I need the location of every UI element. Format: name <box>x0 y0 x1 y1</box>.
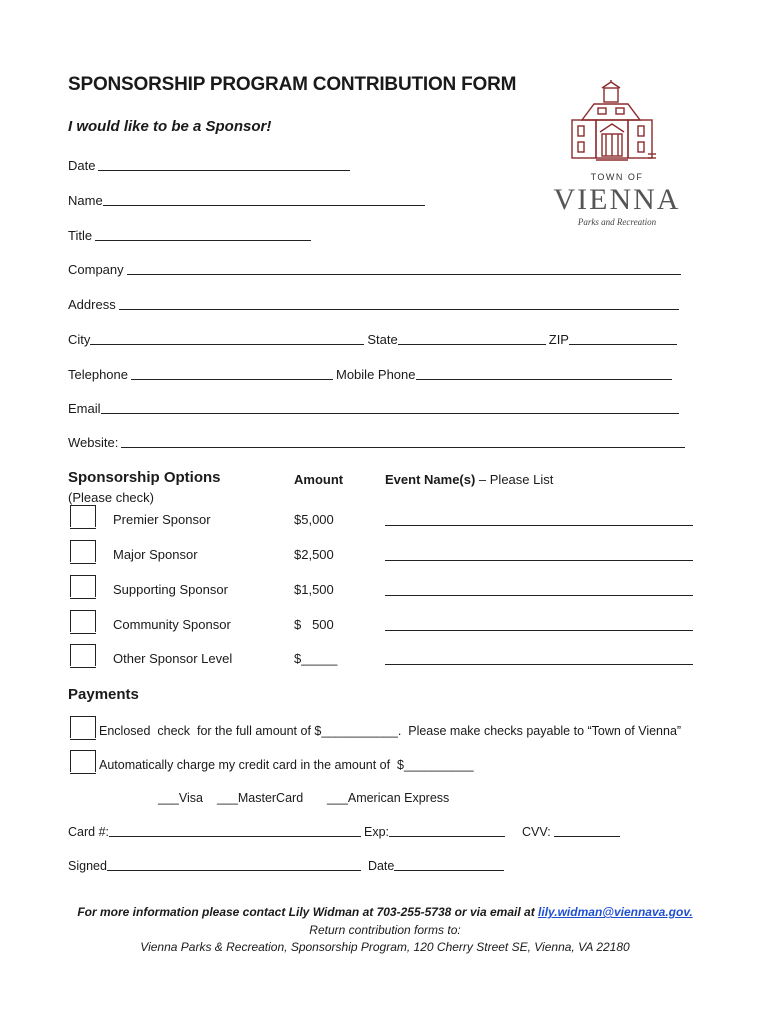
card-number-label: Card #: <box>68 825 109 839</box>
logo-name: VIENNA <box>553 183 681 216</box>
community-sponsor-amount: $ 500 <box>294 617 334 632</box>
other-event-field[interactable] <box>385 664 693 665</box>
date-field[interactable] <box>98 157 350 171</box>
name-label: Name <box>68 193 103 208</box>
phone-row <box>68 364 675 382</box>
email-label: Email <box>68 401 101 416</box>
supporting-sponsor-amount: $1,500 <box>294 582 334 597</box>
signed-row <box>68 855 507 873</box>
exp-label: Exp: <box>364 825 390 839</box>
address-row <box>68 294 682 312</box>
major-event-field[interactable] <box>385 560 693 561</box>
telephone-label: Telephone <box>68 367 128 382</box>
payments-heading: Payments <box>68 686 139 703</box>
card-number-field[interactable] <box>109 823 361 837</box>
major-sponsor-checkbox[interactable] <box>70 540 96 562</box>
address-field[interactable] <box>119 296 679 310</box>
form-title: SPONSORSHIP PROGRAM CONTRIBUTION FORM <box>68 74 517 95</box>
visa-option[interactable]: ___Visa <box>158 791 203 805</box>
email-field[interactable] <box>101 400 679 414</box>
credit-card-checkbox[interactable] <box>70 750 96 772</box>
website-field[interactable] <box>121 434 685 448</box>
other-sponsor-checkbox[interactable] <box>70 644 96 666</box>
date-row <box>68 155 353 173</box>
signature-field[interactable] <box>107 857 361 871</box>
major-sponsor-label: Major Sponsor <box>113 547 198 562</box>
signed-label: Signed <box>68 859 107 873</box>
company-field[interactable] <box>127 261 681 275</box>
amex-option[interactable]: ___American Express <box>327 791 450 805</box>
other-sponsor-amount[interactable]: $_____ <box>294 651 338 666</box>
premier-event-field[interactable] <box>385 525 693 526</box>
mastercard-option[interactable]: ___MasterCard <box>217 791 304 805</box>
event-header-label: Event Name(s) <box>385 472 476 487</box>
contact-text: For more information please contact Lily Widman at 703-255-5738 or via email at <box>77 905 539 919</box>
return-address: Vienna Parks & Recreation, Sponsorship Program, 120 Cherry Street SE, Vienna, VA 22180 <box>140 940 630 954</box>
zip-field[interactable] <box>569 331 677 345</box>
signed-date-label: Date <box>367 859 395 873</box>
major-sponsor-amount: $2,500 <box>294 547 334 562</box>
zip-label: ZIP <box>548 332 569 347</box>
supporting-sponsor-label: Supporting Sponsor <box>113 582 228 597</box>
website-label: Website: <box>68 435 119 450</box>
amount-header: Amount <box>294 472 344 487</box>
name-field[interactable] <box>103 192 425 206</box>
telephone-field[interactable] <box>131 366 333 380</box>
website-row <box>68 432 688 450</box>
card-row <box>68 821 623 839</box>
contact-email-link[interactable]: lily.widman@viennava.gov. <box>538 905 693 919</box>
mobile-label: Mobile Phone <box>336 367 416 382</box>
state-field[interactable] <box>398 331 546 345</box>
premier-sponsor-label: Premier Sponsor <box>113 512 211 527</box>
signed-date-field[interactable] <box>394 857 504 871</box>
supporting-event-field[interactable] <box>385 595 693 596</box>
title-label: Title <box>68 228 93 243</box>
name-row <box>68 190 428 208</box>
sponsorship-heading: Sponsorship Options <box>68 469 221 486</box>
company-row <box>68 259 684 277</box>
return-line: Return contribution forms to: <box>309 923 461 937</box>
check-payment-checkbox[interactable] <box>70 716 96 738</box>
community-sponsor-label: Community Sponsor <box>113 617 231 632</box>
cvv-field[interactable] <box>554 823 620 837</box>
title-row <box>68 225 314 243</box>
logo-tagline: Parks and Recreation <box>577 217 657 227</box>
email-row <box>68 398 682 416</box>
event-header <box>385 472 553 487</box>
community-event-field[interactable] <box>385 630 693 631</box>
form-subtitle: I would like to be a Sponsor! <box>68 118 272 135</box>
state-label: State <box>367 332 398 347</box>
cvv-label: CVV: <box>522 825 551 839</box>
premier-sponsor-amount: $5,000 <box>294 512 334 527</box>
city-label: City <box>68 332 91 347</box>
premier-sponsor-checkbox[interactable] <box>70 505 96 527</box>
city-field[interactable] <box>90 331 364 345</box>
sponsorship-subheading: (Please check) <box>68 490 154 505</box>
mobile-field[interactable] <box>416 366 672 380</box>
exp-field[interactable] <box>389 823 505 837</box>
event-header-note: – Please List <box>475 472 554 487</box>
check-payment-label: Enclosed check for the full amount of $___________. Please make checks payable to “Town of Vienna” <box>99 724 682 738</box>
address-label: Address <box>68 297 116 312</box>
contact-line <box>0 905 770 919</box>
title-field[interactable] <box>95 227 311 241</box>
credit-card-label: Automatically charge my credit card in the amount of $__________ <box>99 758 474 772</box>
date-label: Date <box>68 158 96 173</box>
other-sponsor-label: Other Sponsor Level <box>113 651 233 666</box>
supporting-sponsor-checkbox[interactable] <box>70 575 96 597</box>
community-sponsor-checkbox[interactable] <box>70 610 96 632</box>
logo-town-of: TOWN OF <box>590 172 644 182</box>
company-label: Company <box>68 262 124 277</box>
town-hall-icon <box>542 80 692 180</box>
city-state-zip-row <box>68 329 680 347</box>
town-logo <box>542 80 692 230</box>
